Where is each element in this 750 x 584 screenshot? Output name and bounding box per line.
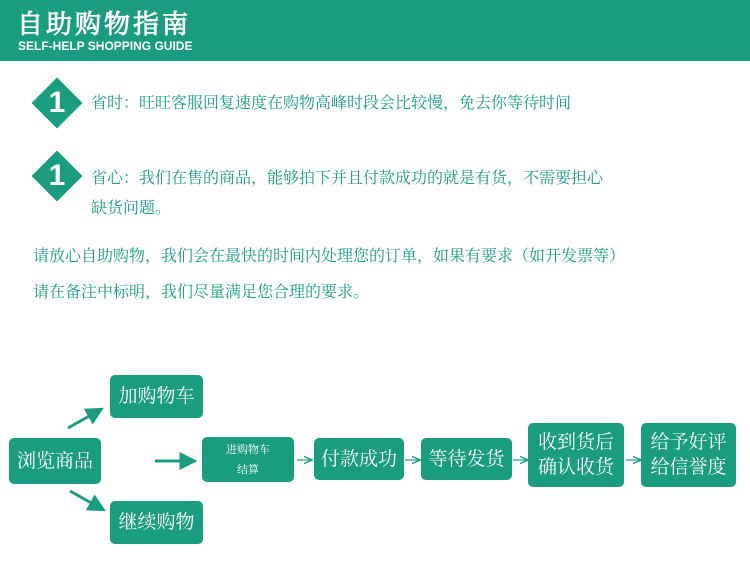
step-await-shipment: 等待发货: [421, 438, 512, 480]
tip-number-badge: 1: [33, 79, 81, 127]
page-title: 自助购物指南: [17, 10, 192, 40]
tip-peace-of-mind-line2: 缺货问题。: [91, 198, 172, 217]
notice-line2: 请在备注中标明，我们尽量满足您合理的要求。: [33, 282, 370, 301]
tip-peace-of-mind-line1: 省心：我们在售的商品，能够拍下并且付款成功的就是有货，不需要担心: [91, 168, 604, 187]
step-add-to-cart: 加购物车: [110, 375, 203, 418]
tip-time-saving: 省时：旺旺客服回复速度在购物高峰时段会比较慢，免去你等待时间: [91, 93, 572, 112]
step-payment-success: 付款成功: [314, 438, 404, 480]
arrow-up-icon: [68, 410, 100, 428]
step-cart-checkout: 进购物车 结算: [202, 437, 294, 482]
step-continue-shopping: 继续购物: [110, 501, 203, 544]
page-subtitle: SELF-HELP SHOPPING GUIDE: [18, 39, 193, 53]
step-give-review: 给予好评 给信誉度: [641, 423, 736, 487]
arrow-down-icon: [70, 491, 102, 509]
step-browse-products: 浏览商品: [9, 438, 101, 484]
step-confirm-receipt: 收到货后 确认收货: [528, 423, 624, 487]
tip-number-badge: 1: [33, 152, 81, 200]
notice-line1: 请放心自助购物，我们会在最快的时间内处理您的订单，如果有要求（如开发票等）: [33, 246, 626, 265]
